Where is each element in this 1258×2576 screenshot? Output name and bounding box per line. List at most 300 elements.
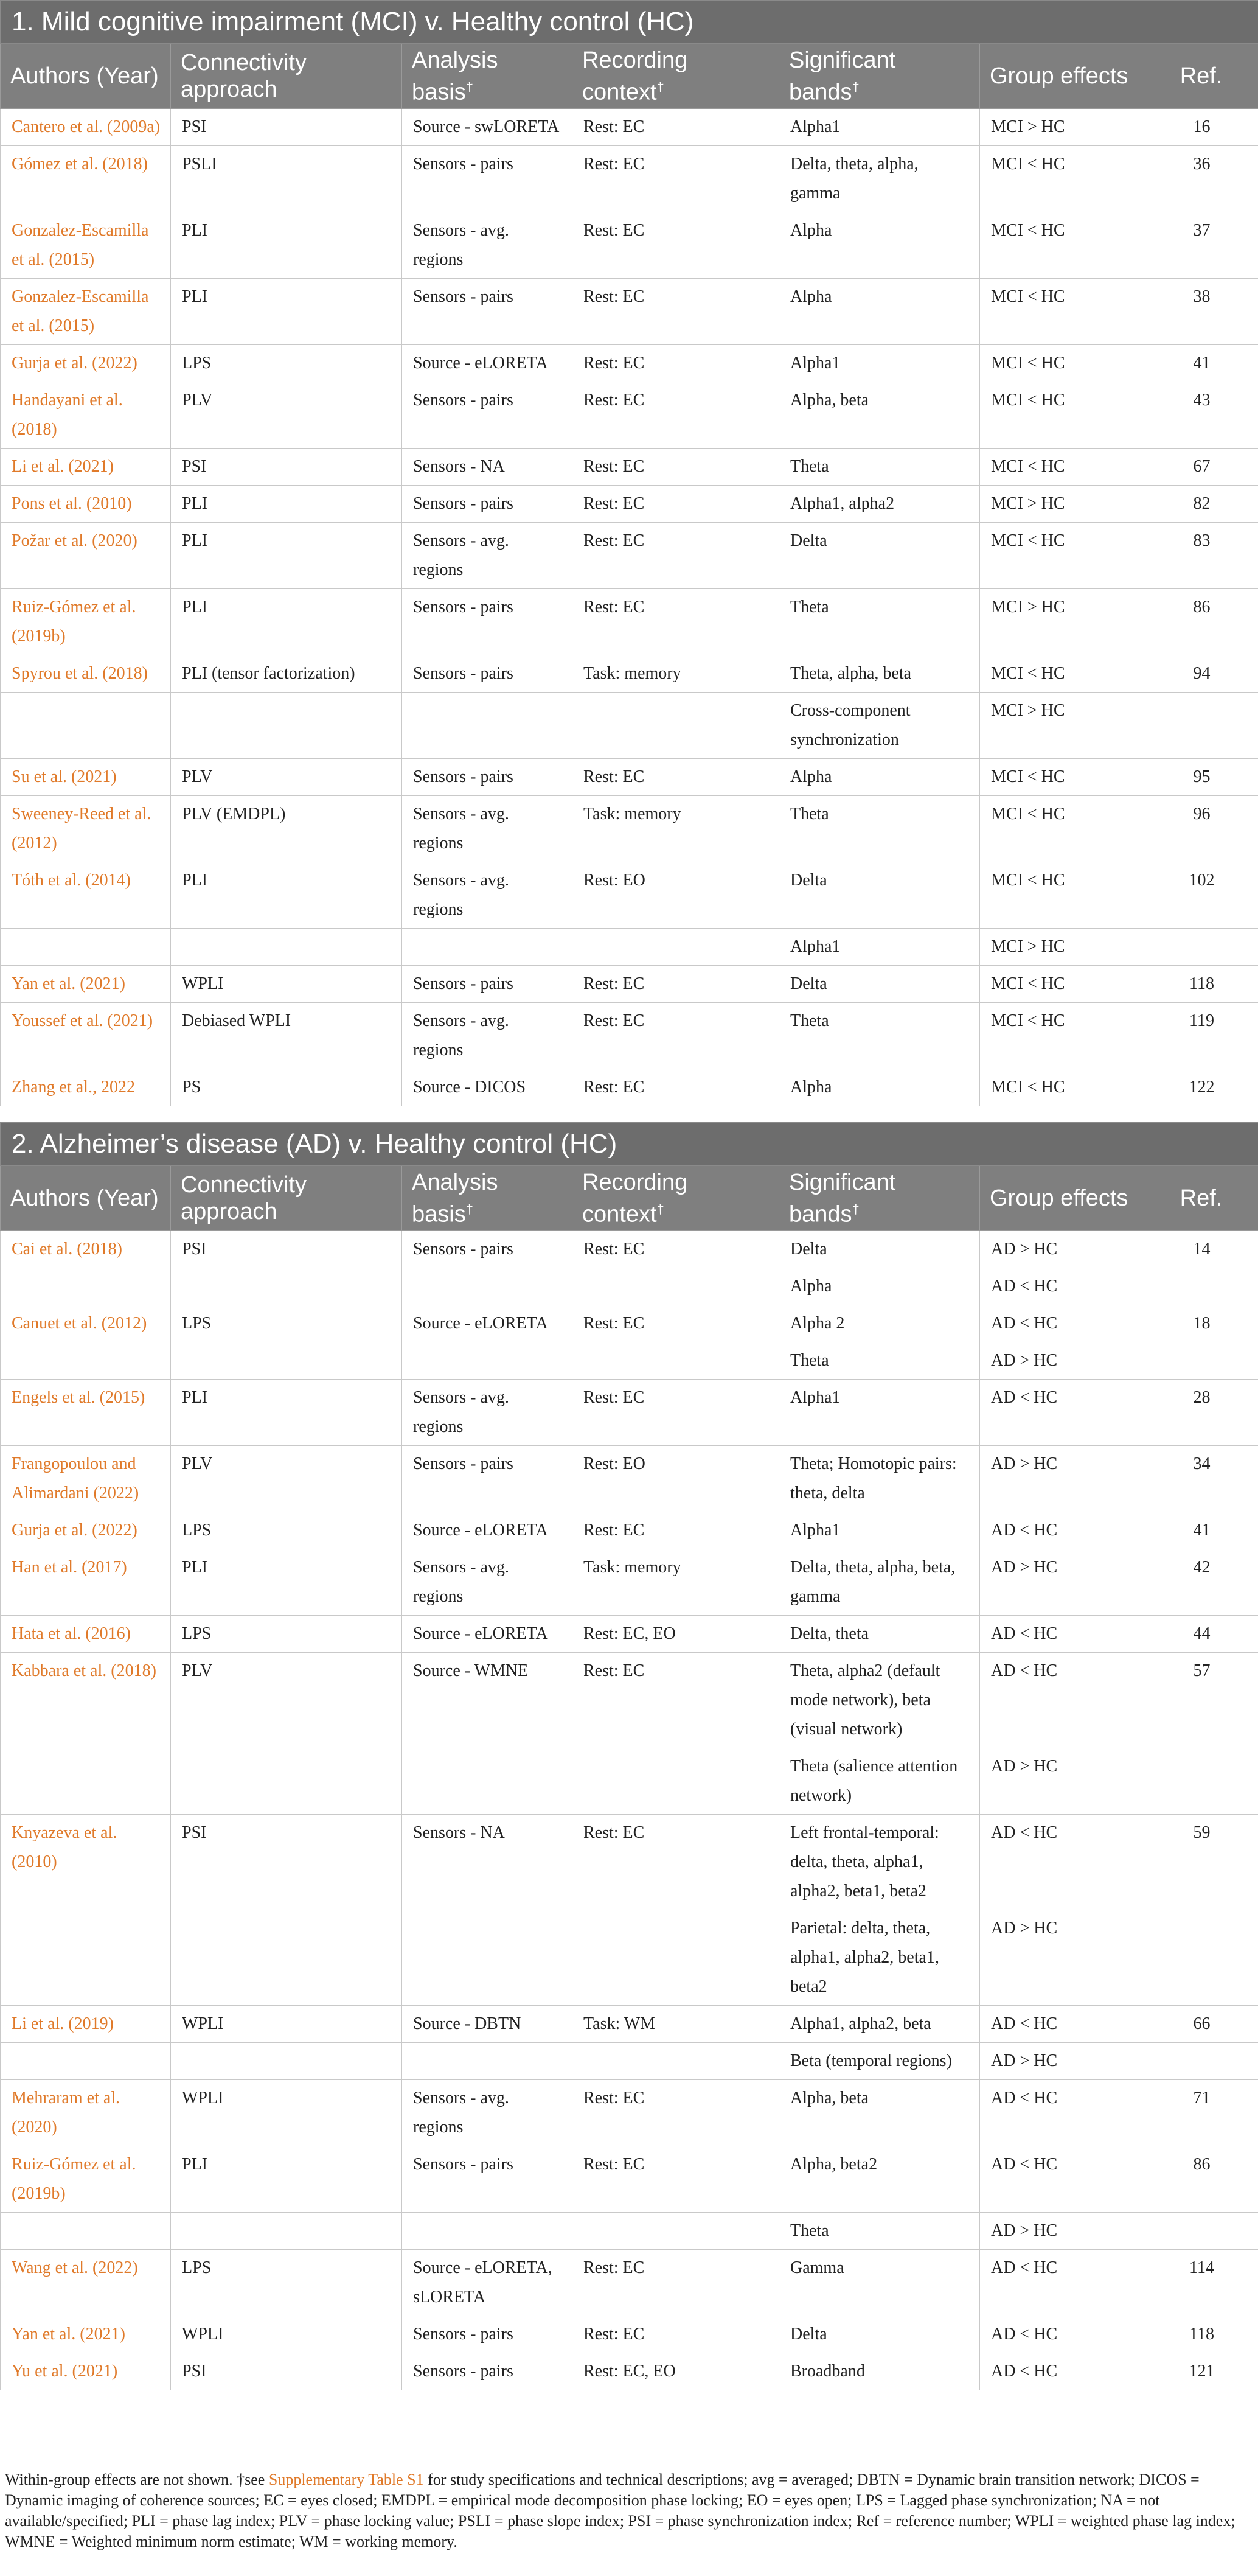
connectivity-cell: [171, 1748, 402, 1815]
analysis-basis-cell: Source - eLORETA: [402, 1305, 572, 1342]
connectivity-cell: [171, 1268, 402, 1305]
table-row: [1, 1748, 1258, 1815]
author-cell[interactable]: Gurja et al. (2022): [1, 345, 171, 382]
analysis-basis-cell: Source - DICOS: [402, 1069, 572, 1106]
author-cell[interactable]: Gonzalez-Escamilla et al. (2015): [1, 212, 171, 279]
connectivity-cell: PLI: [171, 862, 402, 929]
recording-context-cell: Rest: EC: [572, 1069, 779, 1106]
ref-number-cell: 28: [1144, 1380, 1258, 1446]
group-effects-cell: MCI > HC: [980, 486, 1144, 523]
ad-table-body: [1, 1231, 1258, 2390]
recording-context-cell: Task: memory: [572, 1549, 779, 1616]
analysis-basis-cell: Source - swLORETA: [402, 109, 572, 146]
author-cell[interactable]: [1, 2213, 171, 2250]
table-row: [1, 2316, 1258, 2353]
ref-number-cell: 36: [1144, 146, 1258, 212]
significant-bands-cell: Theta; Homotopic pairs: theta, delta: [779, 1446, 980, 1512]
recording-context-cell: Rest: EC: [572, 1231, 779, 1268]
ad-header-row: [1, 1166, 1258, 1231]
significant-bands-cell: Delta: [779, 966, 980, 1003]
ref-number-cell: 94: [1144, 655, 1258, 693]
connectivity-cell: LPS: [171, 1616, 402, 1653]
author-cell[interactable]: Gurja et al. (2022): [1, 1512, 171, 1549]
table-row: [1, 1268, 1258, 1305]
connectivity-cell: PLV (EMDPL): [171, 796, 402, 862]
table-row: [1, 2250, 1258, 2316]
header-bands: Significant bands†: [779, 1166, 980, 1231]
table-row: [1, 1231, 1258, 1268]
table-row: [1, 486, 1258, 523]
ref-number-cell: [1144, 1748, 1258, 1815]
ref-number-cell: 95: [1144, 759, 1258, 796]
connectivity-cell: LPS: [171, 2250, 402, 2316]
significant-bands-cell: Alpha1: [779, 345, 980, 382]
author-cell[interactable]: Zhang et al., 2022: [1, 1069, 171, 1106]
analysis-basis-cell: [402, 929, 572, 966]
table-row: [1, 1616, 1258, 1653]
analysis-basis-cell: Sensors - NA: [402, 449, 572, 486]
group-effects-cell: AD > HC: [980, 1231, 1144, 1268]
table-row: [1, 1305, 1258, 1342]
group-effects-cell: MCI > HC: [980, 929, 1144, 966]
author-cell[interactable]: [1, 929, 171, 966]
ref-number-cell: 102: [1144, 862, 1258, 929]
table-row: [1, 1815, 1258, 1910]
group-effects-cell: AD < HC: [980, 2250, 1144, 2316]
connectivity-cell: PSI: [171, 1231, 402, 1268]
recording-context-cell: Rest: EC: [572, 212, 779, 279]
author-cell[interactable]: Ruiz-Gómez et al. (2019b): [1, 589, 171, 655]
connectivity-cell: PSI: [171, 2353, 402, 2390]
group-effects-cell: MCI < HC: [980, 212, 1144, 279]
mci-table-body: [1, 109, 1258, 1106]
significant-bands-cell: Alpha: [779, 759, 980, 796]
group-effects-cell: AD < HC: [980, 2006, 1144, 2043]
significant-bands-cell: Cross-component synchronization: [779, 693, 980, 759]
recording-context-cell: Rest: EC: [572, 486, 779, 523]
table-row: [1, 1003, 1258, 1069]
table-row: [1, 109, 1258, 146]
ref-number-cell: 86: [1144, 589, 1258, 655]
significant-bands-cell: Parietal: delta, theta, alpha1, alpha2, beta1, beta2: [779, 1910, 980, 2006]
author-cell[interactable]: Engels et al. (2015): [1, 1380, 171, 1446]
group-effects-cell: MCI > HC: [980, 693, 1144, 759]
ref-number-cell: [1144, 693, 1258, 759]
significant-bands-cell: Alpha: [779, 279, 980, 345]
group-effects-cell: AD < HC: [980, 1512, 1144, 1549]
header-analysis: Analysis basis†: [402, 44, 572, 109]
recording-context-cell: Rest: EC: [572, 146, 779, 212]
recording-context-cell: Rest: EO: [572, 862, 779, 929]
author-cell[interactable]: [1, 1748, 171, 1815]
ref-number-cell: 43: [1144, 382, 1258, 449]
analysis-basis-cell: Sensors - pairs: [402, 2353, 572, 2390]
analysis-basis-cell: Sensors - pairs: [402, 1446, 572, 1512]
header-authors: Authors (Year): [1, 1166, 171, 1231]
table-row: [1, 2213, 1258, 2250]
recording-context-cell: [572, 929, 779, 966]
significant-bands-cell: Theta: [779, 796, 980, 862]
significant-bands-cell: Alpha, beta: [779, 2080, 980, 2146]
significant-bands-cell: Gamma: [779, 2250, 980, 2316]
analysis-basis-cell: Sensors - pairs: [402, 966, 572, 1003]
recording-context-cell: Task: WM: [572, 2006, 779, 2043]
significant-bands-cell: Theta, alpha2 (default mode network), beta (visual network): [779, 1653, 980, 1748]
recording-context-cell: Rest: EC: [572, 382, 779, 449]
author-cell[interactable]: Han et al. (2017): [1, 1549, 171, 1616]
table-row: [1, 523, 1258, 589]
ref-number-cell: 41: [1144, 1512, 1258, 1549]
connectivity-cell: PLI: [171, 212, 402, 279]
connectivity-cell: WPLI: [171, 966, 402, 1003]
author-cell[interactable]: Hata et al. (2016): [1, 1616, 171, 1653]
author-cell[interactable]: [1, 2043, 171, 2080]
group-effects-cell: MCI < HC: [980, 759, 1144, 796]
ref-number-cell: 83: [1144, 523, 1258, 589]
table-row: [1, 345, 1258, 382]
significant-bands-cell: Delta, theta: [779, 1616, 980, 1653]
analysis-basis-cell: Sensors - pairs: [402, 382, 572, 449]
table-row: [1, 655, 1258, 693]
significant-bands-cell: Alpha: [779, 212, 980, 279]
recording-context-cell: Task: memory: [572, 655, 779, 693]
table-row: [1, 146, 1258, 212]
ref-number-cell: 96: [1144, 796, 1258, 862]
ref-number-cell: 118: [1144, 2316, 1258, 2353]
header-recording: Recording context†: [572, 44, 779, 109]
table-row: [1, 1342, 1258, 1380]
author-cell[interactable]: Spyrou et al. (2018): [1, 655, 171, 693]
table-row: [1, 1446, 1258, 1512]
table-row: [1, 929, 1258, 966]
ref-number-cell: 82: [1144, 486, 1258, 523]
recording-context-cell: Rest: EO: [572, 1446, 779, 1512]
significant-bands-cell: Theta, alpha, beta: [779, 655, 980, 693]
ref-number-cell: [1144, 1268, 1258, 1305]
group-effects-cell: AD > HC: [980, 1549, 1144, 1616]
author-cell[interactable]: Pons et al. (2010): [1, 486, 171, 523]
significant-bands-cell: Theta: [779, 1342, 980, 1380]
group-effects-cell: MCI < HC: [980, 655, 1144, 693]
analysis-basis-cell: Source - eLORETA: [402, 1616, 572, 1653]
ref-number-cell: 59: [1144, 1815, 1258, 1910]
ref-number-cell: [1144, 929, 1258, 966]
connectivity-cell: PLI: [171, 523, 402, 589]
ad-table: [0, 1122, 1258, 2390]
ref-number-cell: 38: [1144, 279, 1258, 345]
connectivity-cell: PSI: [171, 449, 402, 486]
recording-context-cell: [572, 693, 779, 759]
connectivity-cell: PLI: [171, 486, 402, 523]
group-effects-cell: AD < HC: [980, 2353, 1144, 2390]
header-effects: Group effects: [980, 1166, 1144, 1231]
ref-number-cell: 118: [1144, 966, 1258, 1003]
analysis-basis-cell: Sensors - avg. regions: [402, 796, 572, 862]
analysis-basis-cell: Sensors - NA: [402, 1815, 572, 1910]
author-cell[interactable]: Li et al. (2021): [1, 449, 171, 486]
connectivity-cell: PLI: [171, 1549, 402, 1616]
group-effects-cell: MCI < HC: [980, 523, 1144, 589]
significant-bands-cell: Theta: [779, 589, 980, 655]
author-cell[interactable]: Knyazeva et al. (2010): [1, 1815, 171, 1910]
author-cell[interactable]: Li et al. (2019): [1, 2006, 171, 2043]
analysis-basis-cell: Sensors - avg. regions: [402, 523, 572, 589]
table-row: [1, 382, 1258, 449]
significant-bands-cell: Alpha: [779, 1268, 980, 1305]
recording-context-cell: [572, 2043, 779, 2080]
ref-number-cell: 34: [1144, 1446, 1258, 1512]
author-cell[interactable]: Yan et al. (2021): [1, 966, 171, 1003]
connectivity-cell: PSLI: [171, 146, 402, 212]
footnote-text-2: for study specifications and technical descriptions; avg = averaged; DBTN = Dynamic brain transition network; DICOS = Dynamic imaging of coherence sources; EC = eyes closed; EMDPL = empirical mode decomposition phase locking; EO = eyes open; LPS = Lagged phase synchronization; NA = not available/specified; PLI = phase lag index; PLV = phase locking value; PSLI = phase slope index; PSI = phase synchronization index; Ref = reference number; WPLI = weighted phase lag index; WMNE = Weighted minimum norm estimate; WM = working memory.: [5, 2471, 1235, 2550]
author-cell[interactable]: Ruiz-Gómez et al. (2019b): [1, 2146, 171, 2213]
ref-number-cell: [1144, 1342, 1258, 1380]
ref-number-cell: 114: [1144, 2250, 1258, 2316]
author-cell[interactable]: Požar et al. (2020): [1, 523, 171, 589]
analysis-basis-cell: Sensors - pairs: [402, 655, 572, 693]
author-cell[interactable]: Cai et al. (2018): [1, 1231, 171, 1268]
connectivity-cell: PLV: [171, 1653, 402, 1748]
significant-bands-cell: Alpha1: [779, 109, 980, 146]
group-effects-cell: AD < HC: [980, 2146, 1144, 2213]
group-effects-cell: MCI > HC: [980, 109, 1144, 146]
recording-context-cell: Rest: EC: [572, 1815, 779, 1910]
group-effects-cell: AD > HC: [980, 1910, 1144, 2006]
recording-context-cell: Rest: EC: [572, 2250, 779, 2316]
significant-bands-cell: Delta: [779, 2316, 980, 2353]
author-cell[interactable]: Gómez et al. (2018): [1, 146, 171, 212]
author-cell[interactable]: Yan et al. (2021): [1, 2316, 171, 2353]
recording-context-cell: Rest: EC: [572, 109, 779, 146]
recording-context-cell: Rest: EC: [572, 1380, 779, 1446]
author-cell[interactable]: Yu et al. (2021): [1, 2353, 171, 2390]
author-cell[interactable]: [1, 1342, 171, 1380]
connectivity-cell: PSI: [171, 109, 402, 146]
analysis-basis-cell: Sensors - avg. regions: [402, 2080, 572, 2146]
recording-context-cell: Rest: EC: [572, 523, 779, 589]
table-row: [1, 1069, 1258, 1106]
analysis-basis-cell: [402, 2043, 572, 2080]
recording-context-cell: Rest: EC: [572, 1653, 779, 1748]
analysis-basis-cell: Sensors - pairs: [402, 146, 572, 212]
ref-number-cell: 71: [1144, 2080, 1258, 2146]
recording-context-cell: Rest: EC: [572, 589, 779, 655]
group-effects-cell: AD > HC: [980, 1342, 1144, 1380]
author-cell[interactable]: Su et al. (2021): [1, 759, 171, 796]
analysis-basis-cell: Sensors - pairs: [402, 2316, 572, 2353]
header-effects: Group effects: [980, 44, 1144, 109]
connectivity-cell: PLI: [171, 279, 402, 345]
ref-number-cell: 66: [1144, 2006, 1258, 2043]
table-row: [1, 759, 1258, 796]
author-cell[interactable]: Wang et al. (2022): [1, 2250, 171, 2316]
ref-number-cell: 42: [1144, 1549, 1258, 1616]
connectivity-cell: PLI: [171, 589, 402, 655]
analysis-basis-cell: [402, 1268, 572, 1305]
ref-number-cell: [1144, 1910, 1258, 2006]
author-cell[interactable]: [1, 1268, 171, 1305]
author-cell[interactable]: Frangopoulou and Alimardani (2022): [1, 1446, 171, 1512]
group-effects-cell: AD < HC: [980, 1616, 1144, 1653]
table-row: [1, 2080, 1258, 2146]
group-effects-cell: MCI < HC: [980, 796, 1144, 862]
analysis-basis-cell: Source - eLORETA, sLORETA: [402, 2250, 572, 2316]
significant-bands-cell: Theta: [779, 1003, 980, 1069]
author-cell[interactable]: Tóth et al. (2014): [1, 862, 171, 929]
header-analysis: Analysis basis†: [402, 1166, 572, 1231]
significant-bands-cell: Alpha 2: [779, 1305, 980, 1342]
recording-context-cell: Rest: EC: [572, 2316, 779, 2353]
connectivity-cell: PLI (tensor factorization): [171, 655, 402, 693]
group-effects-cell: MCI < HC: [980, 862, 1144, 929]
author-cell[interactable]: Mehraram et al. (2020): [1, 2080, 171, 2146]
significant-bands-cell: Theta (salience attention network): [779, 1748, 980, 1815]
table-row: [1, 2006, 1258, 2043]
header-connectivity: Connectivity approach: [171, 1166, 402, 1231]
table-row: [1, 279, 1258, 345]
analysis-basis-cell: Sensors - pairs: [402, 759, 572, 796]
analysis-basis-cell: Source - WMNE: [402, 1653, 572, 1748]
connectivity-cell: WPLI: [171, 2006, 402, 2043]
header-recording: Recording context†: [572, 1166, 779, 1231]
analysis-basis-cell: Sensors - avg. regions: [402, 1549, 572, 1616]
author-cell[interactable]: [1, 1910, 171, 2006]
significant-bands-cell: Beta (temporal regions): [779, 2043, 980, 2080]
group-effects-cell: MCI < HC: [980, 1069, 1144, 1106]
author-cell[interactable]: Canuet et al. (2012): [1, 1305, 171, 1342]
ref-number-cell: 44: [1144, 1616, 1258, 1653]
connectivity-cell: [171, 2043, 402, 2080]
mci-header-row: [1, 44, 1258, 109]
analysis-basis-cell: Sensors - avg. regions: [402, 212, 572, 279]
table-row: [1, 1910, 1258, 2006]
recording-context-cell: Rest: EC: [572, 1305, 779, 1342]
significant-bands-cell: Alpha, beta: [779, 382, 980, 449]
recording-context-cell: Rest: EC: [572, 345, 779, 382]
analysis-basis-cell: Source - eLORETA: [402, 1512, 572, 1549]
header-ref: Ref.: [1144, 1166, 1258, 1231]
group-effects-cell: AD < HC: [980, 1380, 1144, 1446]
significant-bands-cell: Alpha1: [779, 929, 980, 966]
ref-number-cell: 86: [1144, 2146, 1258, 2213]
header-bands: Significant bands†: [779, 44, 980, 109]
table-row: [1, 2353, 1258, 2390]
connectivity-cell: Debiased WPLI: [171, 1003, 402, 1069]
analysis-basis-cell: Sensors - avg. regions: [402, 862, 572, 929]
group-effects-cell: MCI < HC: [980, 1003, 1144, 1069]
significant-bands-cell: Left frontal-temporal: delta, theta, alpha1, alpha2, beta1, beta2: [779, 1815, 980, 1910]
analysis-basis-cell: Source - DBTN: [402, 2006, 572, 2043]
connectivity-cell: [171, 929, 402, 966]
table-row: [1, 589, 1258, 655]
recording-context-cell: Rest: EC: [572, 2080, 779, 2146]
ref-number-cell: 119: [1144, 1003, 1258, 1069]
author-cell[interactable]: Gonzalez-Escamilla et al. (2015): [1, 279, 171, 345]
header-authors: Authors (Year): [1, 44, 171, 109]
analysis-basis-cell: Sensors - pairs: [402, 1231, 572, 1268]
recording-context-cell: Rest: EC: [572, 2146, 779, 2213]
group-effects-cell: MCI < HC: [980, 279, 1144, 345]
recording-context-cell: Rest: EC: [572, 1003, 779, 1069]
table-row: [1, 1653, 1258, 1748]
recording-context-cell: Rest: EC: [572, 449, 779, 486]
mci-section-title-row: [1, 1, 1258, 44]
significant-bands-cell: Theta: [779, 449, 980, 486]
significant-bands-cell: Alpha1: [779, 1380, 980, 1446]
group-effects-cell: AD < HC: [980, 1653, 1144, 1748]
ref-number-cell: 67: [1144, 449, 1258, 486]
connectivity-cell: [171, 1342, 402, 1380]
group-effects-cell: AD > HC: [980, 2043, 1144, 2080]
connectivity-cell: [171, 2213, 402, 2250]
connectivity-cell: WPLI: [171, 2080, 402, 2146]
author-cell[interactable]: Handayani et al. (2018): [1, 382, 171, 449]
analysis-basis-cell: Sensors - avg. regions: [402, 1380, 572, 1446]
mci-section-title: 1. Mild cognitive impairment (MCI) v. Healthy control (HC): [1, 1, 1258, 44]
analysis-basis-cell: Sensors - pairs: [402, 2146, 572, 2213]
table-row: [1, 693, 1258, 759]
recording-context-cell: [572, 1268, 779, 1305]
recording-context-cell: Task: memory: [572, 796, 779, 862]
connectivity-cell: PLI: [171, 2146, 402, 2213]
author-cell[interactable]: Youssef et al. (2021): [1, 1003, 171, 1069]
ref-number-cell: [1144, 2043, 1258, 2080]
analysis-basis-cell: Sensors - avg. regions: [402, 1003, 572, 1069]
significant-bands-cell: Alpha: [779, 1069, 980, 1106]
ref-number-cell: 121: [1144, 2353, 1258, 2390]
table-row: [1, 449, 1258, 486]
header-ref: Ref.: [1144, 44, 1258, 109]
recording-context-cell: Rest: EC: [572, 966, 779, 1003]
recording-context-cell: Rest: EC: [572, 759, 779, 796]
connectivity-cell: PSI: [171, 1815, 402, 1910]
connectivity-cell: WPLI: [171, 2316, 402, 2353]
group-effects-cell: AD < HC: [980, 1268, 1144, 1305]
supplementary-table-link[interactable]: Supplementary Table S1: [268, 2471, 424, 2488]
footnote: [0, 2470, 1251, 2552]
table-row: [1, 1512, 1258, 1549]
recording-context-cell: Rest: EC, EO: [572, 1616, 779, 1653]
ref-number-cell: 57: [1144, 1653, 1258, 1748]
author-cell[interactable]: [1, 693, 171, 759]
group-effects-cell: MCI < HC: [980, 382, 1144, 449]
analysis-basis-cell: Sensors - pairs: [402, 279, 572, 345]
author-cell[interactable]: Sweeney-Reed et al. (2012): [1, 796, 171, 862]
group-effects-cell: AD > HC: [980, 2213, 1144, 2250]
group-effects-cell: AD < HC: [980, 1305, 1144, 1342]
significant-bands-cell: Alpha1: [779, 1512, 980, 1549]
group-effects-cell: AD > HC: [980, 1446, 1144, 1512]
author-cell[interactable]: Cantero et al. (2009a): [1, 109, 171, 146]
connectivity-cell: PLI: [171, 1380, 402, 1446]
significant-bands-cell: Delta, theta, alpha, beta, gamma: [779, 1549, 980, 1616]
connectivity-cell: [171, 1910, 402, 2006]
analysis-basis-cell: [402, 1748, 572, 1815]
significant-bands-cell: Delta, theta, alpha, gamma: [779, 146, 980, 212]
significant-bands-cell: Delta: [779, 862, 980, 929]
author-cell[interactable]: Kabbara et al. (2018): [1, 1653, 171, 1748]
table-row: [1, 2043, 1258, 2080]
table-row: [1, 212, 1258, 279]
footnote-text-1: Within-group effects are not shown. †see: [5, 2471, 269, 2488]
connectivity-cell: PLV: [171, 759, 402, 796]
ref-number-cell: [1144, 2213, 1258, 2250]
group-effects-cell: AD < HC: [980, 2080, 1144, 2146]
table-row: [1, 1380, 1258, 1446]
header-connectivity: Connectivity approach: [171, 44, 402, 109]
mci-table: [0, 0, 1258, 1106]
recording-context-cell: [572, 1342, 779, 1380]
